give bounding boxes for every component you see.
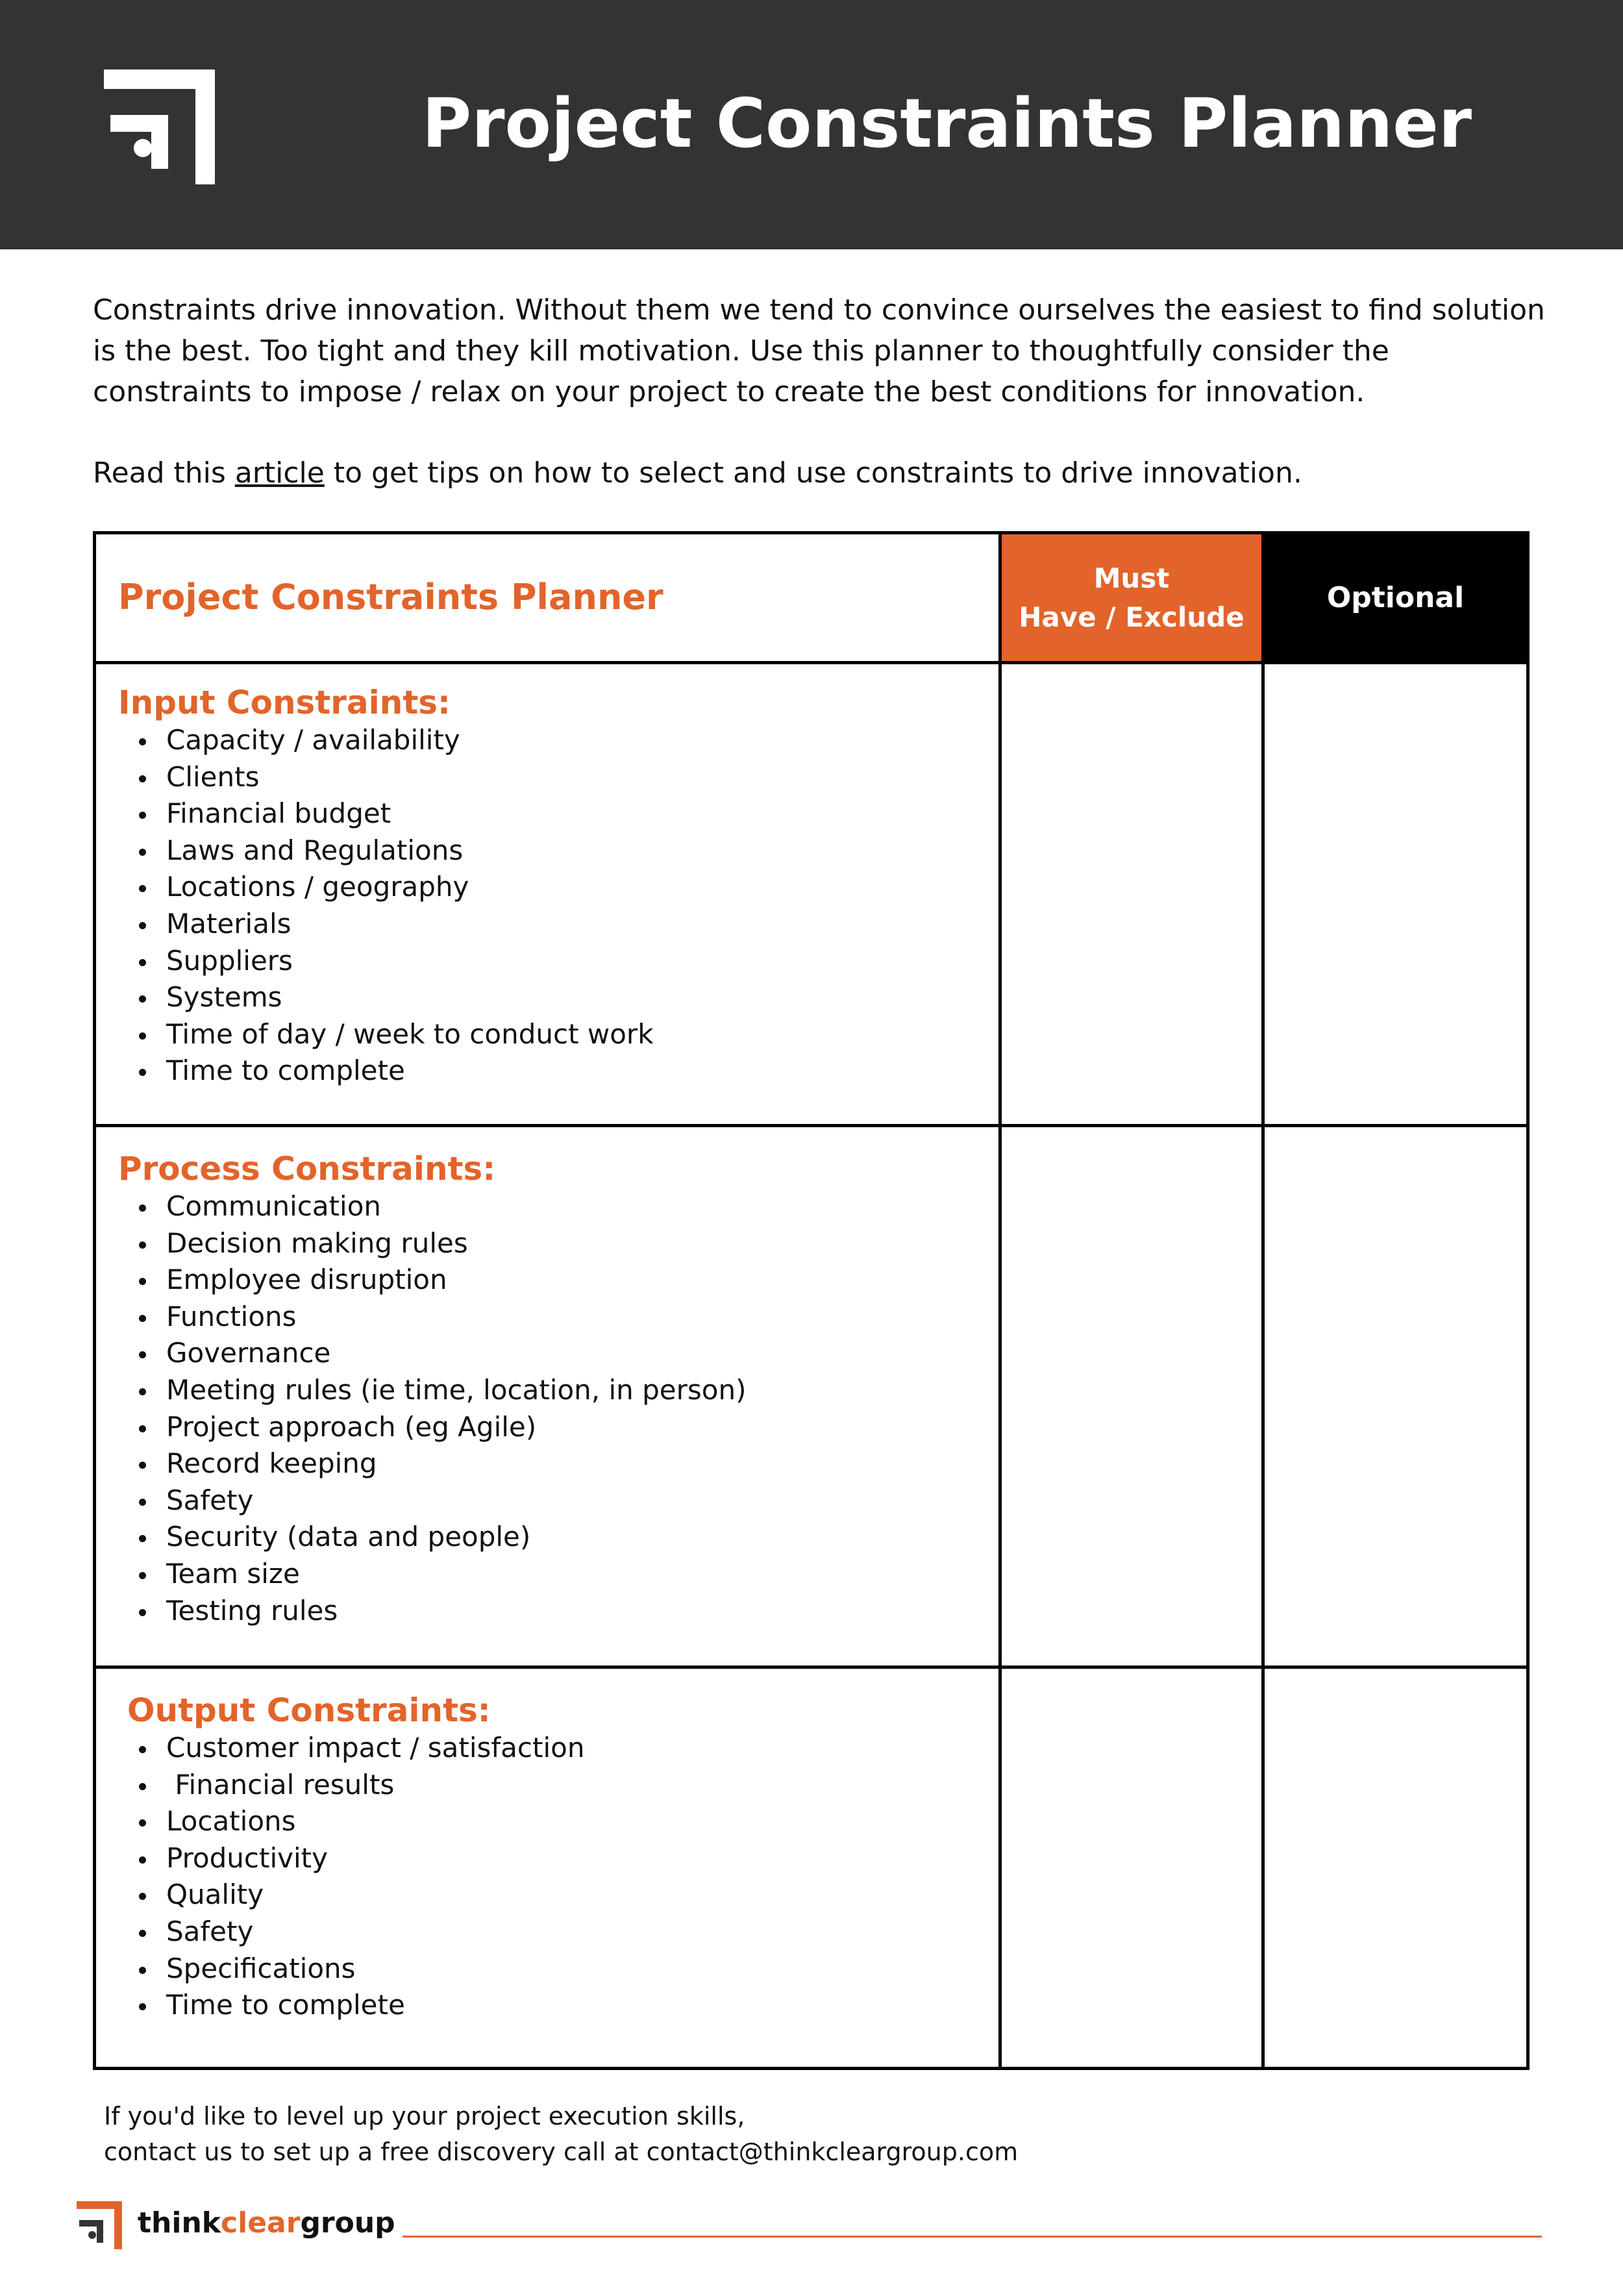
article-prefix: Read this <box>93 456 235 490</box>
output-constraints-section <box>96 1669 1002 2067</box>
list-item: Locations <box>132 1803 584 1840</box>
list-item: Capacity / availability <box>132 722 654 759</box>
section-title: Process Constraints: <box>118 1150 496 1188</box>
page-header <box>0 0 1623 249</box>
list-item: Suppliers <box>132 943 654 980</box>
list-item: Laws and Regulations <box>132 832 654 869</box>
list-item: Productivity <box>132 1840 584 1877</box>
process-optional-cell[interactable] <box>1265 1127 1526 1669</box>
brand-logo-icon <box>77 2200 125 2249</box>
list-item: Time to complete <box>132 1053 654 1090</box>
list-item: Financial budget <box>132 795 654 832</box>
article-sentence <box>93 453 1547 493</box>
footer-contact-text <box>104 2099 1532 2170</box>
input-constraints-section <box>96 661 1002 1127</box>
process-constraints-list <box>132 1188 746 1629</box>
footer-line1: If you'd like to level up your project execution skills, <box>104 2102 745 2130</box>
brand-name <box>138 2204 395 2243</box>
article-link[interactable]: article <box>234 456 325 490</box>
output-constraints-list <box>132 1730 584 2024</box>
list-item: Customer impact / satisfaction <box>132 1730 584 1767</box>
output-must-cell[interactable] <box>1002 1669 1265 2067</box>
list-item: Clients <box>132 759 654 796</box>
page-title: Project Constraints Planner <box>422 84 1472 163</box>
list-item: Employee disruption <box>132 1262 746 1299</box>
must-header-line1: Must <box>1093 562 1170 594</box>
input-constraints-list <box>132 722 654 1090</box>
optional-column-header: Optional <box>1265 534 1526 664</box>
list-item: Meeting rules (ie time, location, in person) <box>132 1372 746 1409</box>
list-item: Project approach (eg Agile) <box>132 1409 746 1446</box>
section-title: Output Constraints: <box>127 1691 491 1729</box>
list-item: Time of day / week to conduct work <box>132 1016 654 1053</box>
list-item: Systems <box>132 979 654 1016</box>
intro-paragraph: Constraints drive innovation. Without them we tend to convince ourselves the easiest to find solution is the best. Too tight and they kill motivation. Use this planner to thoughtfully consider the constraints to impose / relax on your project to create the best conditions for innovation. <box>93 293 1545 408</box>
list-item: Testing rules <box>132 1593 746 1630</box>
list-item: Quality <box>132 1877 584 1914</box>
bracket-logo-icon <box>104 65 221 184</box>
list-item: Financial results <box>132 1767 584 1804</box>
constraints-table <box>93 531 1530 2070</box>
article-suffix: to get tips on how to select and use constraints to drive innovation. <box>324 456 1302 490</box>
input-must-cell[interactable] <box>1002 661 1265 1127</box>
list-item: Communication <box>132 1188 746 1225</box>
list-item: Record keeping <box>132 1445 746 1482</box>
list-item: Security (data and people) <box>132 1519 746 1556</box>
list-item: Materials <box>132 906 654 943</box>
process-constraints-section <box>96 1127 1002 1669</box>
table-title-cell <box>96 534 1002 664</box>
list-item: Specifications <box>132 1951 584 1988</box>
must-header-line2: Have / Exclude <box>1019 601 1245 633</box>
output-optional-cell[interactable] <box>1265 1669 1526 2067</box>
brand-name-clear: clear <box>221 2206 301 2240</box>
list-item: Locations / geography <box>132 869 654 906</box>
brand-name-group: group <box>300 2206 395 2240</box>
section-title: Input Constraints: <box>118 684 451 721</box>
table-title: Project Constraints Planner <box>118 577 663 618</box>
list-item: Functions <box>132 1299 746 1336</box>
list-item: Team size <box>132 1556 746 1593</box>
process-must-cell[interactable] <box>1002 1127 1265 1669</box>
footer-line2: contact us to set up a free discovery call at contact@thinkcleargroup.com <box>104 2138 1019 2166</box>
must-column-header <box>1002 534 1265 664</box>
list-item: Decision making rules <box>132 1225 746 1262</box>
brand-name-think: think <box>138 2206 221 2240</box>
list-item: Safety <box>132 1482 746 1519</box>
footer-divider <box>403 2236 1542 2238</box>
list-item: Safety <box>132 1914 584 1951</box>
input-optional-cell[interactable] <box>1265 661 1526 1127</box>
list-item: Governance <box>132 1335 746 1372</box>
list-item: Time to complete <box>132 1987 584 2024</box>
